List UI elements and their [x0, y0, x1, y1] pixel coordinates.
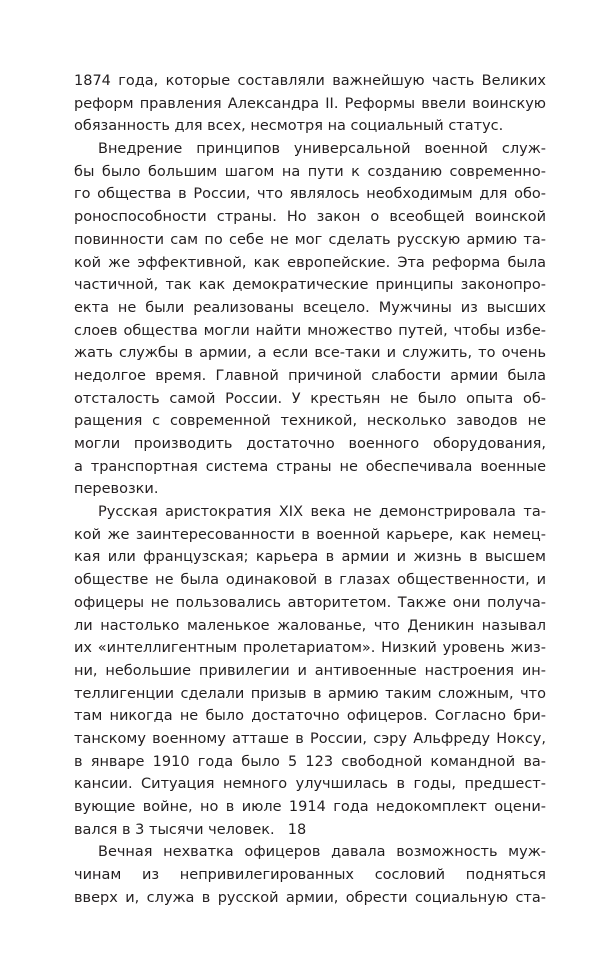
paragraph — [74, 138, 546, 501]
text-line: роноспособности страны. Но закон о всеобщей воинской — [74, 209, 546, 226]
text-line: обязанность для всех, несмотря на социальный статус. — [74, 118, 504, 135]
page-body — [74, 70, 546, 909]
text-line: слоев общества могли найти множество путей, чтобы избе- — [74, 322, 546, 339]
text-line: там никогда не было достаточно офицеров. Согласно бри- — [74, 708, 546, 725]
text-line: бы было большим шагом на пути к созданию современно- — [74, 163, 546, 180]
text-line: кой же эффективной, как европейские. Эта реформа была — [74, 254, 546, 271]
page-number: 18 — [287, 822, 307, 838]
text-line: частичной, так как демократические принципы законопро- — [74, 277, 546, 294]
text-line: их «интеллигентным пролетариатом». Низкий уровень жиз- — [74, 640, 546, 657]
text-line: перевозки. — [74, 481, 159, 498]
text-line: кансии. Ситуация немного улучшилась в годы, предшест- — [74, 776, 546, 793]
text-line: могли производить достаточно военного оборудования, — [74, 436, 546, 452]
text-line: вующие войне, но в июле 1914 года недокомплект оцени- — [74, 799, 546, 815]
text-line: недолгое время. Главной причиной слабости армии была — [74, 367, 546, 384]
text-line: Внедрение принципов универсальной военной служ- — [98, 141, 546, 158]
text-line: 1874 года, которые составляли важнейшую часть Великих — [74, 73, 546, 89]
text-line: в январе 1910 года было 5 123 свободной командной ва- — [74, 753, 546, 770]
text-line: ли настолько маленькое жалованье, что Деникин называл — [74, 617, 546, 634]
text-line: чинам из непривилегированных сословий подняться — [74, 867, 546, 884]
text-line: ращения с современной техникой, несколько заводов не — [74, 413, 546, 430]
text-line: Русская аристократия XIX века не демонстрировала та- — [98, 504, 546, 521]
text-line: Вечная нехватка офицеров давала возможность муж- — [98, 844, 546, 861]
body-text — [74, 70, 546, 909]
text-line: офицеры не пользовались авторитетом. Также они получа- — [74, 594, 546, 611]
text-line: повинности сам по себе не мог сделать русскую армию та- — [74, 231, 546, 248]
text-line: кая или французская; карьера в армии и жизнь в высшем — [74, 549, 546, 566]
text-line: екта не были реализованы всецело. Мужчины из высших — [74, 299, 546, 316]
paragraph — [74, 841, 546, 909]
text-line: кой же заинтересованности в военной карьере, как немец- — [74, 526, 546, 543]
text-line: отсталость самой России. У крестьян не было опыта об- — [74, 390, 546, 407]
text-line: ни, небольшие привилегии и антивоенные настроения ин- — [74, 662, 546, 679]
text-line: вался в 3 тысячи человек. — [74, 821, 275, 838]
paragraph — [74, 501, 546, 841]
paragraph — [74, 70, 546, 138]
text-line: обществе не была одинаковой в глазах общественности, и — [74, 572, 546, 589]
text-line: жать службы в армии, а если все-таки и служить, то очень — [74, 345, 546, 362]
text-line: го общества в России, что являлось необходимым для обо- — [74, 186, 546, 203]
text-line: а транспортная система страны не обеспечивала военные — [74, 458, 546, 475]
text-line: вверх и, служа в русской армии, обрести социальную ста- — [74, 889, 546, 906]
text-line: танскому военному атташе в России, сэру Альфреду Ноксу, — [74, 730, 546, 747]
text-line: теллигенции сделали призыв в армию таким сложным, что — [74, 685, 546, 702]
text-line: реформ правления Александра II. Реформы ввели воинскую — [74, 95, 546, 112]
